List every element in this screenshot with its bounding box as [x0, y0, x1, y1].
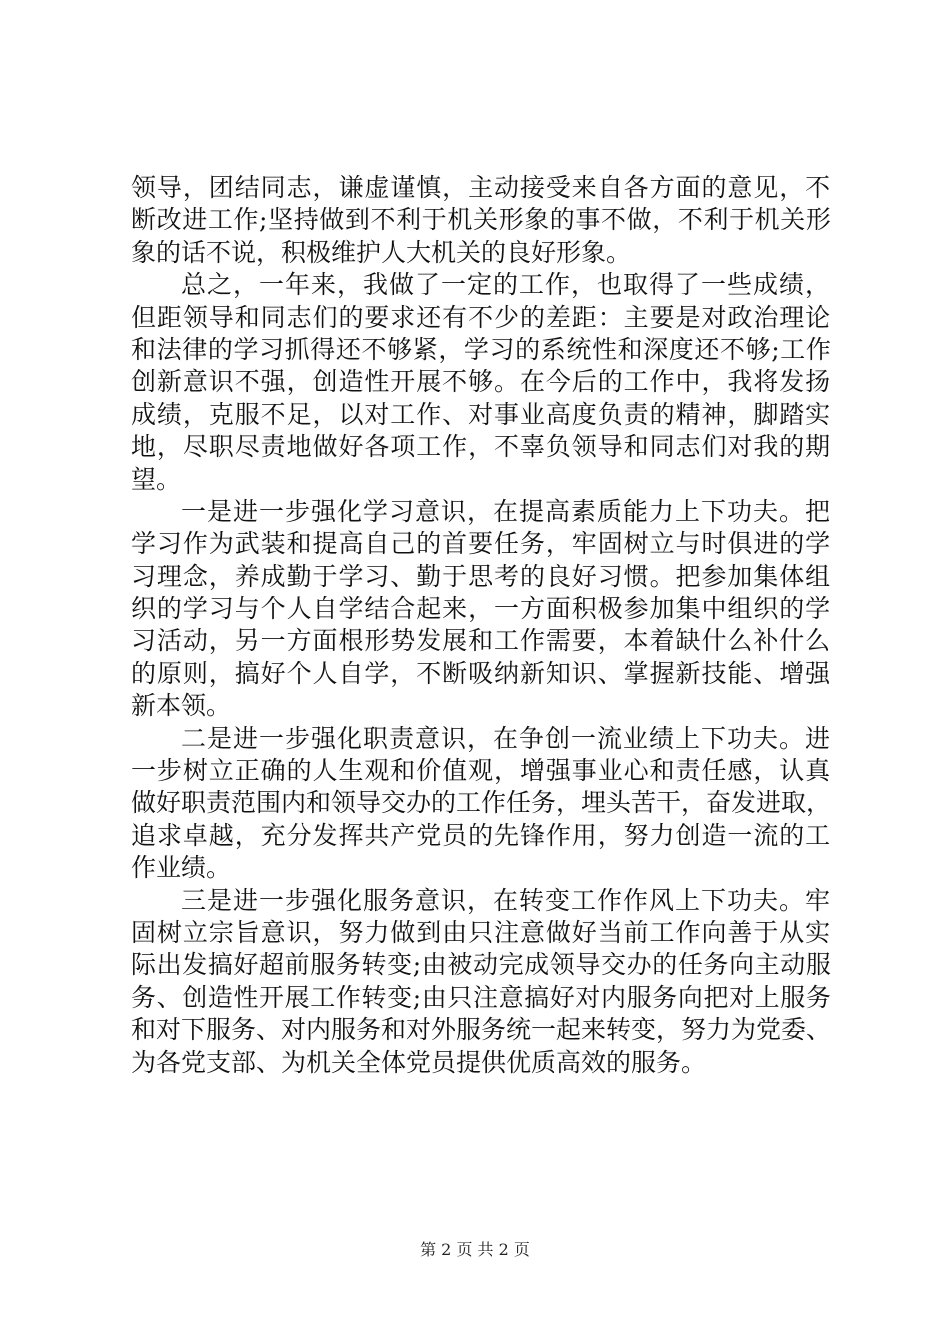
- paragraph: [131, 885, 831, 1079]
- text-line: 总之，一年来，我做了一定的工作，也取得了一些成绩，: [181, 270, 832, 300]
- text-line: 象的话不说，积极维护人大机关的良好形象。: [131, 237, 632, 267]
- text-line: 一步树立正确的人生观和价值观，增强事业心和责任感，认真: [131, 756, 832, 786]
- text-line: 领导，团结同志，谦虚谨慎，主动接受来自各方面的意见，不: [131, 173, 832, 202]
- text-line: 追求卓越，充分发挥共产党员的先锋作用，努力创造一流的工: [131, 820, 832, 850]
- page-footer: 第 2 页 共 2 页: [420, 1240, 530, 1259]
- text-line: 的原则，搞好个人自学，不断吸纳新知识、掌握新技能、增强: [131, 658, 832, 688]
- paragraph: [131, 172, 831, 269]
- text-line: 习活动，另一方面根形势发展和工作需要，本着缺什么补什么: [131, 626, 832, 656]
- text-line: 做好职责范围内和领导交办的工作任务，埋头苦干，奋发进取，: [131, 788, 832, 818]
- paragraph: [131, 269, 831, 496]
- text-line: 习理念，养成勤于学习、勤于思考的良好习惯。把参加集体组: [131, 561, 832, 591]
- text-line: 一是进一步强化学习意识，在提高素质能力上下功夫。把: [181, 496, 832, 526]
- text-line: 织的学习与个人自学结合起来，一方面积极参加集中组织的学: [131, 594, 832, 624]
- text-line: 创新意识不强，创造性开展不够。在今后的工作中，我将发扬: [131, 367, 832, 397]
- text-line: 断改进工作;坚持做到不利于机关形象的事不做，不利于机关形: [131, 205, 832, 235]
- text-line: 地，尽职尽责地做好各项工作，不辜负领导和同志们对我的期: [131, 432, 832, 462]
- text-line: 望。: [131, 464, 182, 494]
- text-line: 和法律的学习抓得还不够紧，学习的系统性和深度还不够;工作: [131, 334, 832, 364]
- text-line: 际出发搞好超前服务转变;由被动完成领导交办的任务向主动服: [131, 950, 832, 980]
- text-line: 二是进一步强化职责意识，在争创一流业绩上下功夫。进: [181, 723, 832, 753]
- paragraph: [131, 723, 831, 885]
- text-line: 为各党支部、为机关全体党员提供优质高效的服务。: [131, 1047, 707, 1077]
- text-line: 务、创造性开展工作转变;由只注意搞好对内服务向把对上服务: [131, 982, 832, 1012]
- document-body: [131, 172, 831, 1079]
- text-line: 和对下服务、对内服务和对外服务统一起来转变，努力为党委、: [131, 1015, 832, 1045]
- text-line: 成绩，克服不足，以对工作、对事业高度负责的精神，脚踏实: [131, 399, 832, 429]
- text-line: 固树立宗旨意识，努力做到由只注意做好当前工作向善于从实: [131, 917, 832, 947]
- text-line: 三是进一步强化服务意识，在转变工作作风上下功夫。牢: [181, 885, 832, 915]
- text-line: 学习作为武装和提高自己的首要任务，牢固树立与时俱进的学: [131, 529, 832, 559]
- text-line: 新本领。: [131, 691, 232, 721]
- paragraph: [131, 496, 831, 723]
- text-line: 作业绩。: [131, 853, 232, 883]
- text-line: 但距领导和同志们的要求还有不少的差距：主要是对政治理论: [131, 302, 832, 332]
